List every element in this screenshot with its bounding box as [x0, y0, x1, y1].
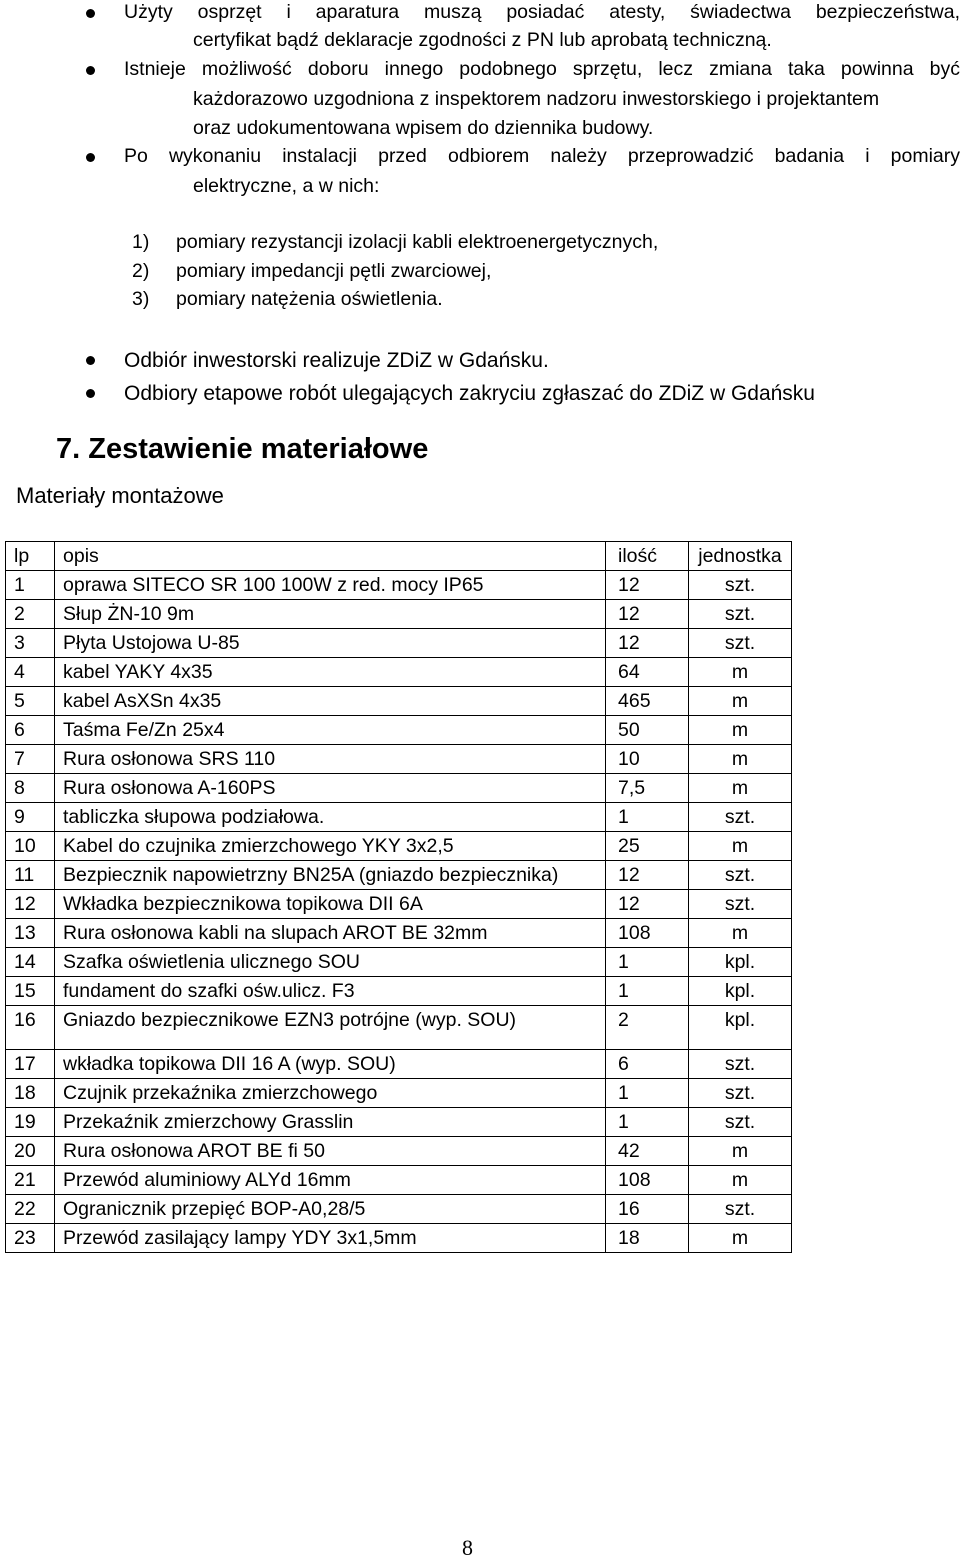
- cell-opis: Rura osłonowa A-160PS: [55, 774, 606, 803]
- header-opis: opis: [55, 542, 606, 571]
- cell-lp: 11: [6, 861, 55, 890]
- cell-ilosc: 50: [606, 716, 689, 745]
- table-row: [6, 571, 792, 600]
- cell-ilosc: 1: [606, 948, 689, 977]
- cell-lp: 6: [6, 716, 55, 745]
- cell-jednostka: m: [689, 919, 792, 948]
- cell-ilosc: 64: [606, 658, 689, 687]
- table-row: [6, 600, 792, 629]
- cell-lp: 14: [6, 948, 55, 977]
- cell-opis: Przewód zasilający lampy YDY 3x1,5mm: [55, 1224, 606, 1253]
- table-row: [6, 774, 792, 803]
- cell-jednostka: szt.: [689, 890, 792, 919]
- cell-jednostka: szt.: [689, 1195, 792, 1224]
- cell-opis: oprawa SITECO SR 100 100W z red. mocy IP65: [55, 571, 606, 600]
- cell-jednostka: m: [689, 1137, 792, 1166]
- cell-opis: Taśma Fe/Zn 25x4: [55, 716, 606, 745]
- cell-ilosc: 108: [606, 919, 689, 948]
- cell-jednostka: kpl.: [689, 1006, 792, 1050]
- table-row: [6, 1079, 792, 1108]
- cell-opis: Szafka oświetlenia ulicznego SOU: [55, 948, 606, 977]
- cell-ilosc: 16: [606, 1195, 689, 1224]
- header-ilosc: ilość: [606, 542, 689, 571]
- cell-jednostka: m: [689, 774, 792, 803]
- bullet-text: Istnieje możliwość doboru innego podobnego sprzętu, lecz zmiana taka powinna być: [124, 58, 960, 80]
- bullet-text-continuation: oraz udokumentowana wpisem do dziennika budowy.: [193, 117, 654, 139]
- cell-opis: Wkładka bezpiecznikowa topikowa DII 6A: [55, 890, 606, 919]
- cell-lp: 22: [6, 1195, 55, 1224]
- header-jednostka: jednostka: [689, 542, 792, 571]
- cell-opis: Rura osłonowa SRS 110: [55, 745, 606, 774]
- cell-jednostka: m: [689, 687, 792, 716]
- list-item-text: pomiary rezystancji izolacji kabli elektroenergetycznych,: [176, 231, 659, 253]
- cell-opis: tabliczka słupowa podziałowa.: [55, 803, 606, 832]
- cell-opis: Płyta Ustojowa U-85: [55, 629, 606, 658]
- bullet-text: Użyty osprzęt i aparatura muszą posiadać atesty, świadectwa bezpieczeństwa,: [124, 1, 960, 23]
- cell-ilosc: 1: [606, 1108, 689, 1137]
- cell-jednostka: m: [689, 745, 792, 774]
- cell-lp: 21: [6, 1166, 55, 1195]
- table-row: [6, 1050, 792, 1079]
- table-row: [6, 948, 792, 977]
- cell-opis: Przewód aluminiowy ALYd 16mm: [55, 1166, 606, 1195]
- bullet-marker: [86, 389, 95, 398]
- cell-ilosc: 25: [606, 832, 689, 861]
- cell-ilosc: 1: [606, 803, 689, 832]
- table-row: [6, 629, 792, 658]
- table-row: [6, 1137, 792, 1166]
- cell-lp: 23: [6, 1224, 55, 1253]
- cell-lp: 4: [6, 658, 55, 687]
- table-row: [6, 803, 792, 832]
- list-item-number: 3): [132, 288, 150, 310]
- cell-opis: kabel YAKY 4x35: [55, 658, 606, 687]
- cell-lp: 20: [6, 1137, 55, 1166]
- table-row: [6, 919, 792, 948]
- bullet-text: Odbiory etapowe robót ulegających zakryciu zgłaszać do ZDiZ w Gdańsku: [124, 382, 815, 405]
- section-heading: 7. Zestawienie materiałowe: [56, 433, 429, 465]
- cell-ilosc: 6: [606, 1050, 689, 1079]
- bullet-text-continuation: certyfikat bądź deklaracje zgodności z PN lub aprobatą techniczną.: [193, 29, 772, 51]
- cell-ilosc: 42: [606, 1137, 689, 1166]
- table-row: [6, 1006, 792, 1050]
- cell-lp: 5: [6, 687, 55, 716]
- cell-jednostka: m: [689, 832, 792, 861]
- table-row: [6, 861, 792, 890]
- cell-lp: 9: [6, 803, 55, 832]
- list-item-number: 1): [132, 231, 150, 253]
- bullet-marker: [86, 9, 95, 18]
- cell-opis: Rura osłonowa AROT BE fi 50: [55, 1137, 606, 1166]
- cell-opis: Kabel do czujnika zmierzchowego YKY 3x2,5: [55, 832, 606, 861]
- cell-ilosc: 465: [606, 687, 689, 716]
- materials-table: [5, 541, 792, 1253]
- cell-jednostka: szt.: [689, 1079, 792, 1108]
- table-row: [6, 890, 792, 919]
- table-row: [6, 1108, 792, 1137]
- cell-ilosc: 2: [606, 1006, 689, 1050]
- cell-lp: 12: [6, 890, 55, 919]
- cell-ilosc: 12: [606, 861, 689, 890]
- cell-jednostka: szt.: [689, 861, 792, 890]
- list-item-number: 2): [132, 259, 150, 282]
- cell-jednostka: szt.: [689, 600, 792, 629]
- table-row: [6, 832, 792, 861]
- cell-jednostka: kpl.: [689, 977, 792, 1006]
- cell-jednostka: m: [689, 1166, 792, 1195]
- cell-jednostka: szt.: [689, 1108, 792, 1137]
- cell-jednostka: m: [689, 658, 792, 687]
- table-row: [6, 745, 792, 774]
- bullet-marker: [86, 356, 95, 365]
- cell-opis: kabel AsXSn 4x35: [55, 687, 606, 716]
- cell-ilosc: 7,5: [606, 774, 689, 803]
- page-number: 8: [462, 1535, 473, 1560]
- bullet-text: Po wykonaniu instalacji przed odbiorem należy przeprowadzić badania i pomiary: [124, 145, 960, 167]
- bullet-text: Odbiór inwestorski realizuje ZDiZ w Gdańsku.: [124, 349, 549, 372]
- cell-opis: Ogranicznik przepięć BOP-A0,28/5: [55, 1195, 606, 1224]
- cell-jednostka: m: [689, 1224, 792, 1253]
- cell-lp: 8: [6, 774, 55, 803]
- cell-jednostka: kpl.: [689, 948, 792, 977]
- table-row: [6, 1224, 792, 1253]
- table-row: [6, 977, 792, 1006]
- cell-jednostka: m: [689, 716, 792, 745]
- list-item-text: pomiary natężenia oświetlenia.: [176, 288, 443, 310]
- bullet-text-continuation: każdorazowo uzgodniona z inspektorem nadzoru inwestorskiego i projektantem: [193, 88, 880, 110]
- cell-opis: Czujnik przekaźnika zmierzchowego: [55, 1079, 606, 1108]
- cell-lp: 3: [6, 629, 55, 658]
- cell-lp: 16: [6, 1006, 55, 1050]
- cell-jednostka: szt.: [689, 629, 792, 658]
- cell-ilosc: 18: [606, 1224, 689, 1253]
- cell-opis: Bezpiecznik napowietrzny BN25A (gniazdo bezpiecznika): [55, 861, 606, 890]
- cell-lp: 15: [6, 977, 55, 1006]
- cell-ilosc: 12: [606, 571, 689, 600]
- cell-ilosc: 12: [606, 890, 689, 919]
- cell-opis: Gniazdo bezpiecznikowe EZN3 potrójne (wyp. SOU): [55, 1006, 606, 1050]
- table-header-row: [6, 542, 792, 571]
- cell-jednostka: szt.: [689, 1050, 792, 1079]
- cell-lp: 19: [6, 1108, 55, 1137]
- cell-jednostka: szt.: [689, 571, 792, 600]
- table-row: [6, 1166, 792, 1195]
- table-row: [6, 658, 792, 687]
- table-row: [6, 1195, 792, 1224]
- cell-opis: Rura osłonowa kabli na slupach AROT BE 32mm: [55, 919, 606, 948]
- cell-lp: 13: [6, 919, 55, 948]
- cell-opis: wkładka topikowa DII 16 A (wyp. SOU): [55, 1050, 606, 1079]
- cell-ilosc: 12: [606, 629, 689, 658]
- cell-lp: 7: [6, 745, 55, 774]
- cell-opis: Przekaźnik zmierzchowy Grasslin: [55, 1108, 606, 1137]
- cell-lp: 18: [6, 1079, 55, 1108]
- cell-lp: 10: [6, 832, 55, 861]
- cell-ilosc: 10: [606, 745, 689, 774]
- header-lp: lp: [6, 542, 55, 571]
- cell-lp: 2: [6, 600, 55, 629]
- bullet-marker: [86, 66, 95, 75]
- cell-ilosc: 1: [606, 977, 689, 1006]
- cell-ilosc: 12: [606, 600, 689, 629]
- table-row: [6, 687, 792, 716]
- cell-lp: 1: [6, 571, 55, 600]
- cell-ilosc: 1: [606, 1079, 689, 1108]
- list-item-text: pomiary impedancji pętli zwarciowej,: [176, 259, 492, 282]
- cell-opis: fundament do szafki ośw.ulicz. F3: [55, 977, 606, 1006]
- table-row: [6, 716, 792, 745]
- cell-jednostka: szt.: [689, 803, 792, 832]
- bullet-marker: [86, 153, 95, 162]
- cell-ilosc: 108: [606, 1166, 689, 1195]
- cell-lp: 17: [6, 1050, 55, 1079]
- cell-opis: Słup ŻN-10 9m: [55, 600, 606, 629]
- subheading: Materiały montażowe: [16, 483, 224, 508]
- bullet-text-continuation: elektryczne, a w nich:: [193, 175, 380, 197]
